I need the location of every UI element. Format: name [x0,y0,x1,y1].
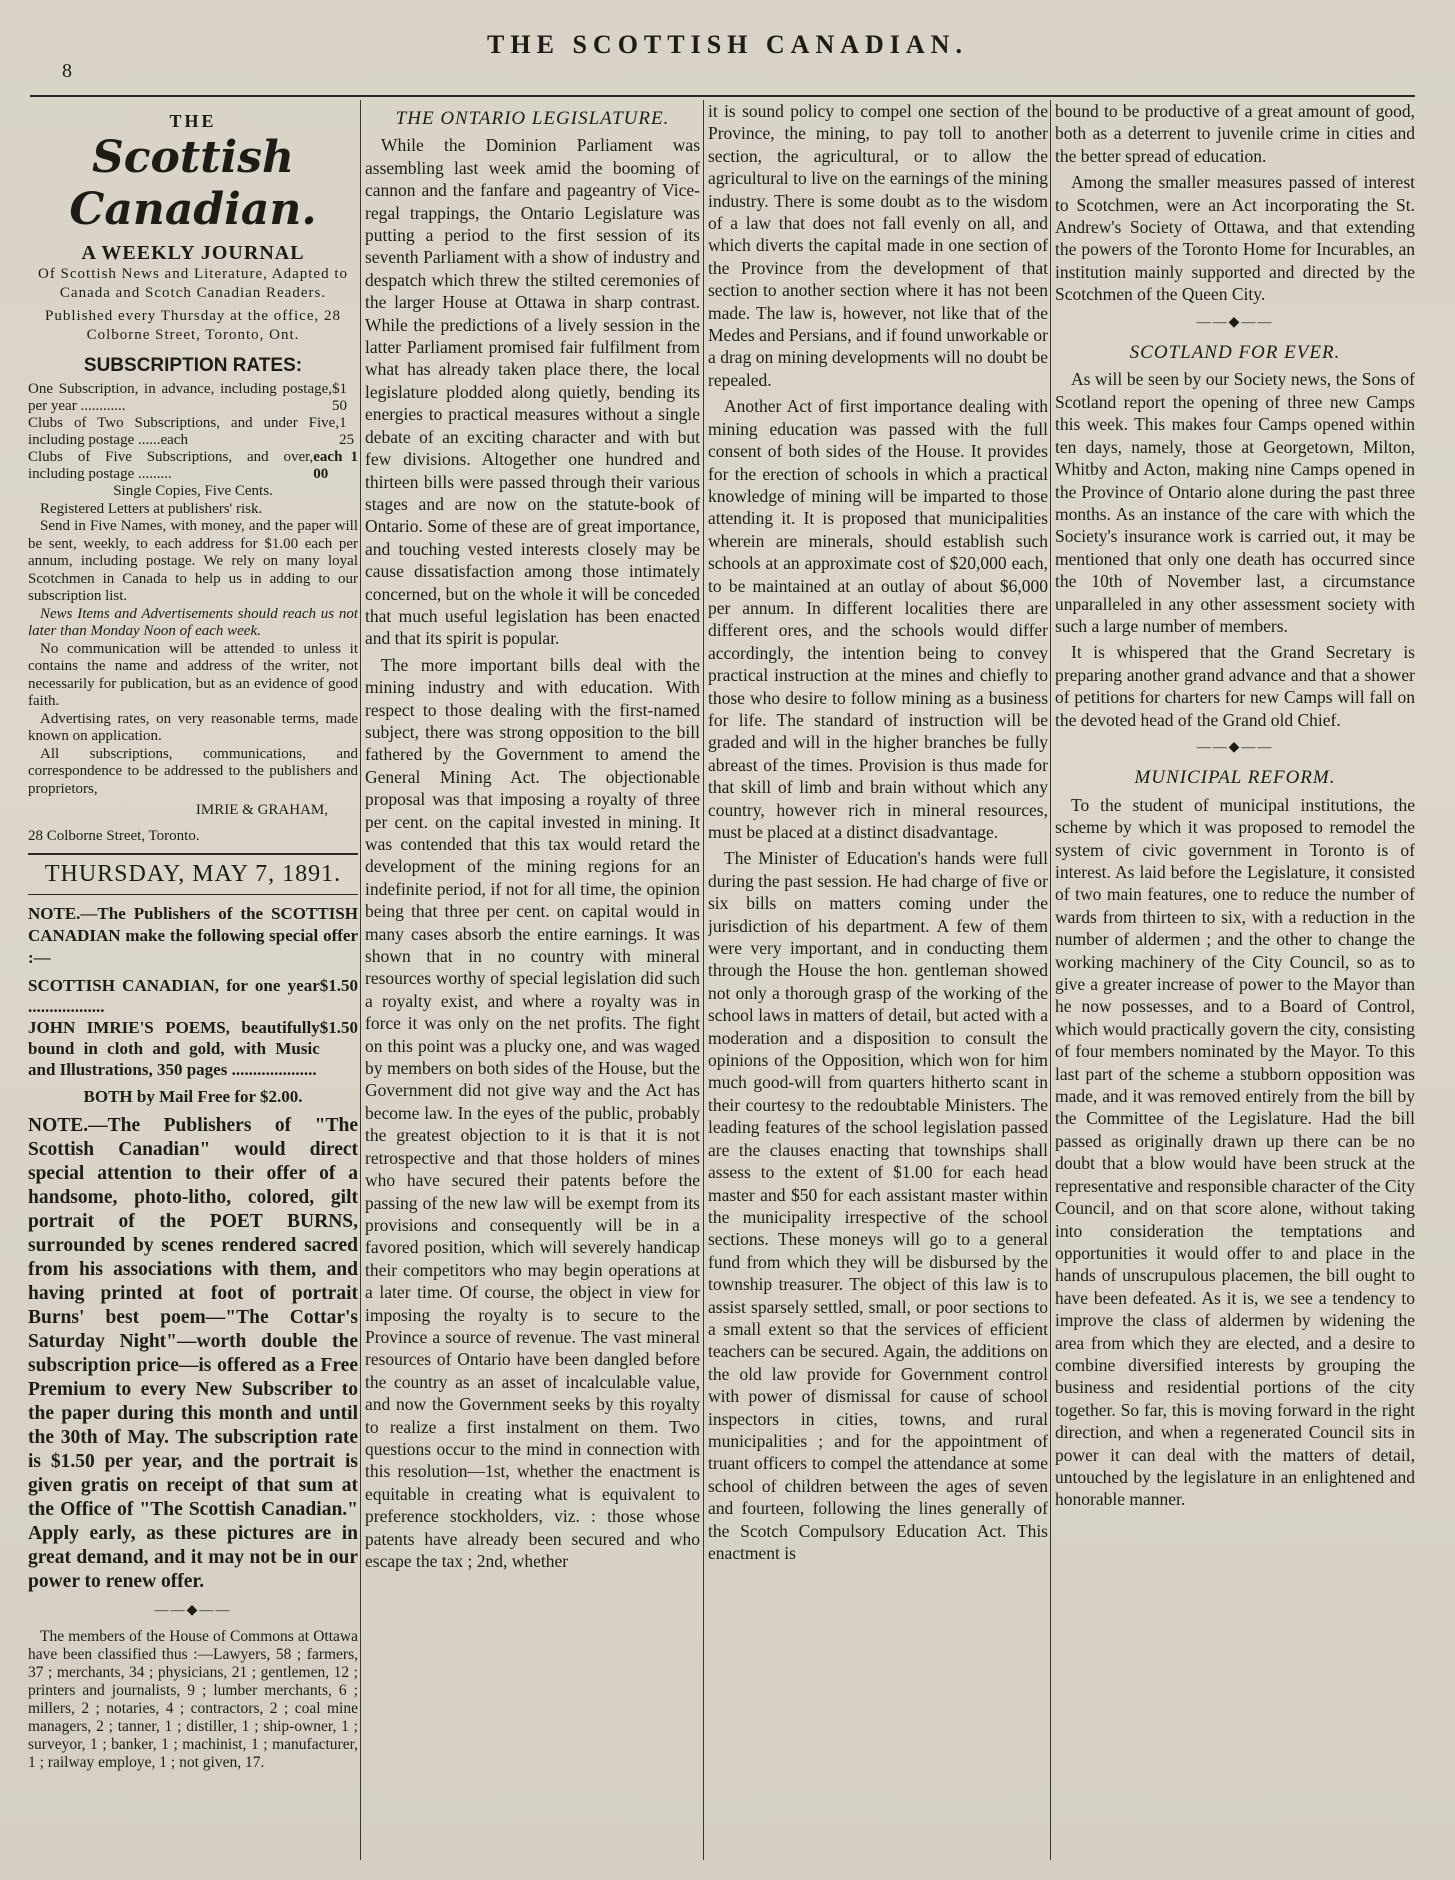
article-heading: SCOTLAND FOR EVER. [1129,342,1341,364]
article-paragraph: The Minister of Education's hands were full during the past session. He had charge of five or six bills on matters coming under the jurisdiction of his department. A few of them were very important, and in conducting them through the House the hon. gentleman showed not only a thorough grasp of the working of the school laws in matters of detail, but acted with a moderation and a disposition to consult the opinions of the Opposition, which won for him much good-will from quarters hitherto scant in their courtesy to the redoubtable Ministers. The leading features of the school legislation passed are the clauses enacting that townships shall assess to the extent of $1.00 for each head master and $50 for each assistant master within the municipality irrespective of the school sections. These moneys will go to a general fund from which they will be disbursed by the township treasurer. The object of this law is to assist sparsely settled, small, or poor sections to a small extent so that the services of efficient teachers can be secured. Again, the additions on the old law provide for Government control with power of dismissal for cause of school inspectors in cities, towns, and rural municipalities ; and for the appointment of truant officers to compel the attendance at some school of children between the ages of seven and fourteen, following the lines generally of the Scotch Compulsory Education Act. This enactment is [708,848,1048,1563]
proprietors: IMRIE & GRAHAM, [195,802,328,819]
rate-price: $1 50 [332,381,348,415]
rate-label: Clubs of Two Subscriptions, and under Five, including postage ......each [28,415,340,449]
column-rule [703,100,704,1860]
column-3 [708,100,1048,1860]
masthead-the: THE [169,111,217,131]
rate-price: 1 25 [339,415,355,449]
masthead [0,30,1455,82]
ornament-divider: ——◆—— [1196,739,1274,755]
masthead-name: Scottish Canadian. [69,132,317,236]
offer-line [28,975,358,1017]
subscription-rates-heading: SUBSCRIPTION RATES: [83,354,303,376]
journal-masthead [28,100,358,345]
top-rule [30,95,1415,97]
article-paragraph: To the student of municipal institutions, the scheme by which it was proposed to remodel the system of civic government in Toronto is of interest. As laid before the Legislature, it consisted of two main features, one to reduce the number of wards from thirteen to six, with a reduction in the number of aldermen ; and the other to change the working machinery of the City Council, so as to give a greater increase of power to the Mayor than he now possesses, and to a Board of Control, which would practically govern the city, consisting of four members nominated by the Mayor. To this last part of the scheme a stubborn opposition was made, and it was removed entirely from the bill by the Committee of the Legislature. Had the bill passed as originally drawn up there can be no doubt that a blow would have been struck at the representative and responsible character of the City Council, and on that score alone, without taking into consideration the temptations and opportunities it would offer to and place in the hands of unscrupulous placemen, the bill ought to have been defeated. As it is, we see a tendency to improve the class of aldermen by widening the area from which they are elected, and a desire to combine diversified interests by grouping the business and residential portions of the city together. So far, this is moving forward in the right direction, and when a regenerated Council sits in power it can deal with the matters of detail, untouched by the legislature in an enlightened and honorable manner. [1055,794,1415,1510]
page-number: 8 [62,60,72,82]
burns-portrait-note: NOTE.—The Publishers of "The Scottish Canadian" would direct special attention to their offer of a handsome, photo-litho, colored, gilt portrait of the POET BURNS, surrounded by scenes rendered sacred from his associations with them, and having printed at foot of portrait Burns' best poem—"The Cottar's Saturday Night"—worth double the subscription price—is offered as a Free Premium to every New Subscriber to the paper during this month and until the 30th of May. The subscription rate is $1.50 per year, and the portrait is given gratis on receipt of that sum at the Office of "The Scottish Canadian." Apply early, as these pictures are in great demand, and it may not be in our power to renew offer. [28,1114,358,1592]
article-heading: MUNICIPAL REFORM. [1134,767,1336,789]
column-2 [365,100,700,1860]
offer-label: SCOTTISH CANADIAN, for one year .................. [28,975,320,1016]
article-paragraph: it is sound policy to compel one section of the Province, the mining, to pay toll to another section, the agricultural, or to allow the agricultural to live on the earnings of the mining industry. There is some doubt as to the wisdom of a law that does not fall evenly on all, and which diverts the capital made in one section of the Province from the development of that section to another section where it has not been made. The law is, however, not like that of the Medes and Persians, and if found unworkable or a drag on mining developments will no doubt be repealed. [708,101,1048,390]
issue-date: THURSDAY, MAY 7, 1891. [28,853,358,894]
rate-row [28,381,358,415]
rate-row [28,415,358,449]
fine-print-paragraph: Send in Five Names, with money, and the paper will be sent, weekly, to each address for $1.00 each per annum, including postage. We rely on many loyal Scotchmen in Canada to help us in adding to our subscription list. [28,518,358,605]
paper-title: THE SCOTTISH CANADIAN. [487,30,968,59]
special-offer-note: NOTE.—The Publishers of the SCOTTISH CANADIAN make the following special offer :— [28,903,358,967]
ornament-divider: ——◆—— [1196,314,1274,330]
column-1 [28,100,358,1860]
rate-label: Clubs of Five Subscriptions, and over, including postage ......... [28,449,314,483]
rate-price: each 1 00 [313,449,358,483]
offer-line [28,1017,358,1080]
commons-members-paragraph [28,1628,358,1772]
rate-label: One Subscription, in advance, including postage, per year ............ [28,381,333,415]
fine-print-paragraph: Registered Letters at publishers' risk. [40,500,263,517]
offer-price: $1.50 [319,1017,358,1037]
rates-list [28,381,358,483]
column-4 [1055,100,1415,1860]
fine-print [28,501,358,799]
article-paragraph: bound to be productive of a great amount of good, both as a deterrent to juvenile crime in cities and the better spread of education. [1055,101,1415,166]
offer-list [28,975,358,1080]
single-copies: Single Copies, Five Cents. [113,483,273,500]
column-rule [360,100,361,1860]
article-paragraph: As will be seen by our Society news, the Sons of Scotland report the opening of three new Camps this week. This makes four Camps opened within ten days, namely, those at Georgetown, Milton, Whitby and Acton, making nine Camps opened in the Province of Ontario alone during the past three months. As an instance of the care with which the Society's insurance work is carried out, it may be mentioned that only one death has occurred since the 10th of November last, a circumstance unparalleled in any other assessment society with such a large number of members. [1055,369,1415,636]
article-paragraph: It is whispered that the Grand Secretary is preparing another grand advance and that a shower of petitions for charters for new Camps will fall on the devoted head of the Grand old Chief. [1055,642,1415,730]
rate-row [28,449,358,483]
fine-print-paragraph: No communication will be attended to unless it contains the name and address of the writer, not necessarily for publication, but as an evidence of good faith. [28,640,358,710]
fine-print-paragraph: All subscriptions, communications, and correspondence to be addressed to the publishers and proprietors, [28,745,358,797]
offer-price: $1.50 [319,975,358,995]
both-offer: BOTH by Mail Free for $2.00. [83,1086,303,1106]
column-rule [1050,100,1051,1860]
masthead-weekly: A WEEKLY JOURNAL [81,242,305,265]
fine-print-paragraph: News Items and Advertisements should reach us not later than Monday Noon of each week. [28,605,358,640]
publication-notice: Published every Thursday at the office, 28 Colborne Street, Toronto, Ont. [45,307,341,343]
fine-print-paragraph: Advertising rates, on very reasonable terms, made known on application. [28,710,358,745]
members-text: The members of the House of Commons at Ottawa have been classified thus :—Lawyers, 58 ; farmers, 37 ; merchants, 34 ; physicians, 21 ; gentlemen, 12 ; printers and journalists, 9 ; lumber merchants, 6 ; millers, 2 ; notaries, 4 ; contractors, 2 ; coal mine managers, 2 ; tanner, 1 ; distiller, 1 ; ship-owner, 1 ; surveyor, 1 ; banker, 1 ; machinist, 1 ; manufacturer, 1 ; railway employe, 1 ; not given, 17. [28,1628,358,1772]
article-paragraph: While the Dominion Parliament was assembling last week amid the booming of cannon and the fanfare and pageantry of Vice-regal trappings, the Ontario Legislature was putting a period to the first session of its seventh Parliament with a show of industry and despatch which threw the stilted ceremonies of the larger House at Ottawa in sharp contrast. While the predictions of a lively session in the latter Parliament promised fair fulfilment from what has already taken place there, the local legislature plodded along quietly, bending its energies to practical measures without a single debate of an exciting character and with but few divisions. Altogether one hundred and thirteen bills were passed through their various stages and are now on the statute-book of Ontario. Some of these are of great importance, and touching vested interests closely may be cause dissatisfaction among those intimately concerned, but on the whole it will be conceded that much useful legislation has been enacted and that its spirit is popular. [365,135,700,649]
article-paragraph: Another Act of first importance dealing with mining education was passed with the full consent of both sides of the House. It provides for the erection of schools in which a practical knowledge of mining will be imparted to those attending it. It is proposed that municipalities wherein are minerals, should establish such schools at an approximate cost of $20,000 each, to be maintained at an outlay of about $6,000 per annum. In different localities there are different ores, and the schools would differ accordingly, the intention being to convey practical instruction at the mines and chiefly to those who desire to follow mining as a business for life. The standard of instruction will be graded and will in the higher branches be fully abreast of the times. Provision is thus made for that skill of limb and brain without which any country, however rich in mineral resources, must be placed at a distinct disadvantage. [708,396,1048,842]
article-paragraph: Among the smaller measures passed of interest to Scotchmen, were an Act incorporating the St. Andrew's Society of Ottawa, and that extending the powers of the Toronto Home for Incurables, an institution mainly supported and directed by the Scotchmen of the Queen City. [1055,172,1415,305]
proprietors-address: 28 Colborne Street, Toronto. [28,827,200,844]
article-heading: THE ONTARIO LEGISLATURE. [395,108,670,129]
ornament-divider: ——◆—— [154,1602,232,1618]
offer-label: JOHN IMRIE'S POEMS, beautifully bound in cloth and gold, with Music and Illustrations, 350 pages .................... [28,1017,320,1079]
masthead-description: Of Scottish News and Literature, Adapted to Canada and Scotch Canadian Readers. [37,265,349,301]
article-paragraph: The more important bills deal with the mining industry and with education. With respect to those dealing with the first-named subject, there was strong opposition to the bill fathered by the Government to amend the General Mining Act. The objectionable proposal was that imposing a royalty of three per cent. on the capital invested in mining. It was contended that this tax would retard the development of the mining regions for an indefinite period, if not for all time, the opinion being that three per cent. on capital would in many cases absorb the entire earnings. It was shown that in no country with mineral resources worthy of special legislation did such a royalty exist, and where a royalty was in force it was only on the net profits. The fight on this point was a plucky one, and was waged by members on both sides of the House, but the Government did not give way and the Act has become law. In the eyes of the public, probably the greatest objection to it is that it is not retrospective and that those holders of mines who have secured their patents before the passing of the new law will be exempt from its provisions and consequently will be in a favored position, which will severely handicap their competitors who may begin operations at a later time. Of course, the object in view for imposing the royalty is to secure to the Province a source of revenue. The vast mineral resources of Ontario have been dangled before the country as an asset of incalculable value, and now the Government seeks by this royalty to realize a first instalment on them. Two questions occur to the mind in connection with this resolution—1st, whether the enactment is equitable in creating what is equivalent to preference stockholders, viz. : those whose patents have already been secured and who escape the tax ; 2nd, whether [365,654,700,1571]
